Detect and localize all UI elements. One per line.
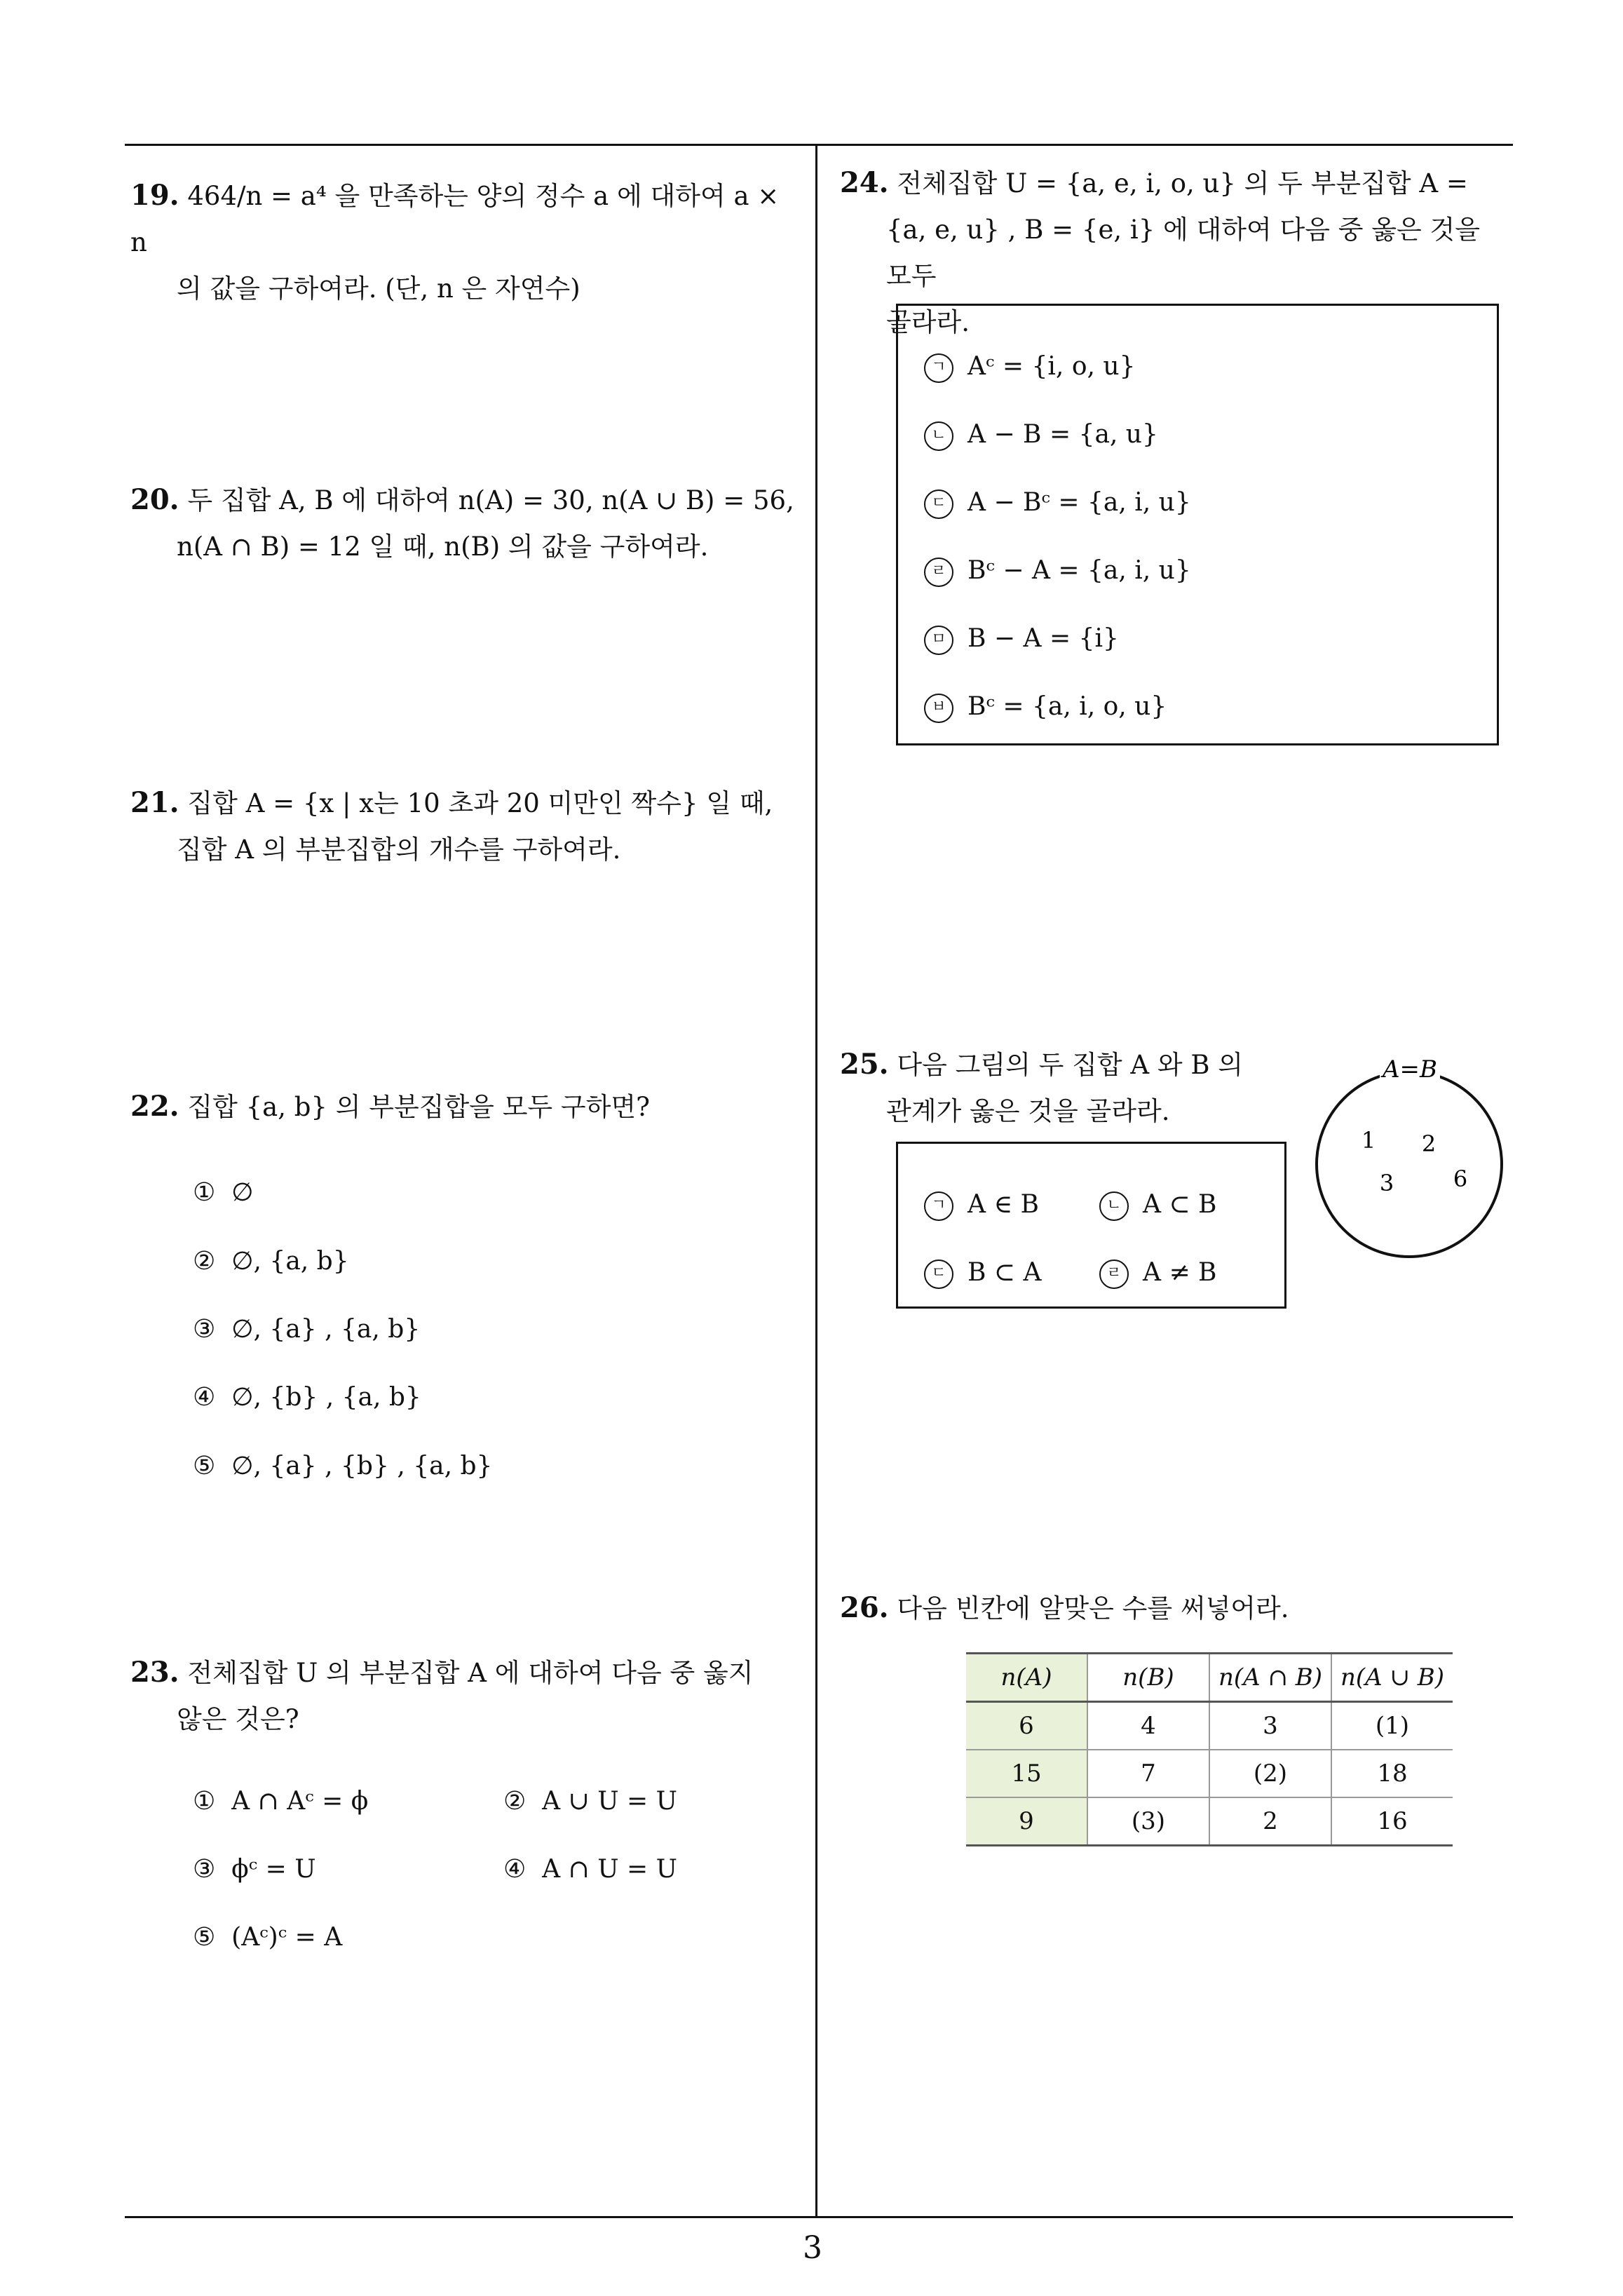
option-text: A − Bᶜ = {a, i, u} [967,488,1191,517]
option-mark: ② [193,1247,216,1276]
question-26 [840,1585,1513,1632]
question-text-line2: 관계가 옳은 것을 골라라. [886,1096,1170,1126]
option-mark: ③ [193,1855,216,1884]
question-text-line2: 않은 것은? [177,1704,299,1734]
option-text: A ⊂ B [1143,1190,1217,1219]
question-text-line3: 골라라. [886,307,970,337]
option-text: ϕᶜ = U [231,1855,316,1884]
table-row [966,1797,1453,1846]
option-giyeok[interactable] [924,1190,1039,1221]
option-text: ∅, {a} , {a, b} [231,1315,421,1344]
table-cell: 18 [1331,1750,1453,1797]
table-cell: 2 [1209,1797,1331,1846]
question-text-line2: 집합 A 의 부분집합의 개수를 구하여라. [177,835,621,865]
option-text: A ∩ Aᶜ = ϕ [231,1787,369,1816]
option-4[interactable] [193,1383,421,1412]
option-bieup[interactable] [924,692,1167,723]
option-digeut[interactable] [924,1258,1042,1289]
option-text: ∅, {b} , {a, b} [231,1383,421,1412]
element-1: 1 [1361,1127,1376,1154]
option-digeut[interactable] [924,488,1191,519]
question-number: 20. [130,483,179,516]
table-cell: 15 [966,1750,1087,1797]
option-mark: ⑤ [193,1452,216,1480]
option-text: B − A = {i} [967,624,1119,653]
question-text-line1: 다음 그림의 두 집합 A 와 B 의 [897,1050,1244,1080]
top-rule [125,144,1513,146]
table-cell: 4 [1087,1702,1209,1750]
option-text: (Aᶜ)ᶜ = A [231,1923,343,1952]
option-text: A − B = {a, u} [967,420,1158,449]
header-cell: n(B) [1087,1654,1209,1702]
table-cell: 7 [1087,1750,1209,1797]
header-cell: n(A ∩ B) [1209,1654,1331,1702]
venn-diagram [1304,1045,1514,1269]
column-divider [815,144,817,2216]
option-mark: ㄱ [924,1191,953,1221]
option-1[interactable] [193,1787,368,1816]
option-text: B ⊂ A [967,1258,1042,1287]
table-row [966,1702,1453,1750]
option-rieul[interactable] [924,556,1191,587]
table-cell: (1) [1331,1702,1453,1750]
question-text-line1: 전체집합 U 의 부분집합 A 에 대하여 다음 중 옳지 [187,1658,754,1688]
element-2: 2 [1421,1130,1437,1157]
question-25 [840,1041,1331,1135]
question-number: 22. [130,1090,179,1123]
table-cell: 6 [966,1702,1087,1750]
question-text-line1: 전체집합 U = {a, e, i, o, u} 의 두 부분집합 A = [897,168,1468,198]
option-rieul[interactable] [1099,1258,1217,1289]
set-label: A=B [1382,1055,1438,1083]
element-6: 6 [1453,1166,1468,1192]
table-row [966,1750,1453,1797]
question-text-line1: 두 집합 A, B 에 대하여 n(A) = 30, n(A ∪ B) = 56, [187,485,794,515]
question-number: 23. [130,1656,179,1689]
option-mark: ④ [193,1383,216,1412]
option-mark: ㅂ [924,694,953,723]
option-mark: ① [193,1178,216,1207]
set-circle [1317,1072,1502,1257]
option-text: Aᶜ = {i, o, u} [967,352,1136,381]
option-2[interactable] [193,1247,349,1276]
question-text-line1: 464/n = a⁴ 을 만족하는 양의 정수 a 에 대하여 a × n [130,181,780,257]
option-text: A ∩ U = U [542,1855,677,1884]
option-3[interactable] [193,1315,420,1344]
question-text-line1: 집합 {a, b} 의 부분집합을 모두 구하면? [187,1092,650,1122]
table-cell: (3) [1087,1797,1209,1846]
question-22 [130,1083,803,1130]
option-1[interactable] [193,1178,254,1207]
question-number: 26. [840,1591,889,1624]
table-cell: 16 [1331,1797,1453,1846]
table-cell: 9 [966,1797,1087,1846]
option-text: A ∈ B [967,1190,1039,1219]
option-mieum[interactable] [924,624,1119,655]
bottom-rule [125,2216,1513,2218]
option-mark: ㄱ [924,353,953,383]
option-mark: ㄴ [1099,1191,1129,1221]
question-text-line1: 집합 A = {x | x는 10 초과 20 미만인 짝수} 일 때, [187,788,773,818]
table-header-row [966,1654,1453,1702]
question-20 [130,477,803,570]
question-23 [130,1649,803,1743]
option-mark: ㄷ [924,489,953,519]
table-cell: 3 [1209,1702,1331,1750]
option-giyeok[interactable] [924,352,1135,383]
option-text: A ≠ B [1143,1258,1217,1287]
option-mark: ㅁ [924,626,953,655]
option-nieun[interactable] [1099,1190,1217,1221]
question-number: 19. [130,179,179,212]
option-text: Bᶜ − A = {a, i, u} [967,556,1191,585]
option-text: ∅, {a} , {b} , {a, b} [231,1452,493,1480]
question-text-line2: {a, e, u} , B = {e, i} 에 대하여 다음 중 옳은 것을 모두 [886,215,1480,291]
sets-table [966,1652,1453,1846]
option-mark: ① [193,1787,216,1816]
option-mark: ③ [193,1315,216,1344]
question-number: 24. [840,166,889,199]
question-text-line2: n(A ∩ B) = 12 일 때, n(B) 의 값을 구하여라. [177,532,709,562]
option-nieun[interactable] [924,420,1158,451]
option-text: ∅, {a, b} [231,1247,349,1276]
header-cell: n(A) [966,1654,1087,1702]
header-cell: n(A ∪ B) [1331,1654,1453,1702]
question-number: 25. [840,1048,889,1081]
option-mark: ㄷ [924,1260,953,1289]
question-19 [130,173,803,312]
option-mark: ㄹ [924,558,953,587]
option-text: Bᶜ = {a, i, o, u} [967,692,1167,721]
option-mark: ㄹ [1099,1260,1129,1289]
question-21 [130,780,803,873]
question-number: 21. [130,786,179,819]
table-cell: (2) [1209,1750,1331,1797]
question-text-line2: 의 값을 구하여라. (단, n 은 자연수) [177,274,580,304]
option-5[interactable] [193,1452,492,1480]
option-text: A ∪ U = U [542,1787,677,1816]
option-5[interactable] [193,1923,342,1952]
option-mark: ㄴ [924,421,953,451]
option-3[interactable] [193,1855,316,1884]
option-mark: ④ [503,1855,527,1884]
option-text: ∅ [231,1178,254,1207]
question-text-line1: 다음 빈칸에 알맞은 수를 써넣어라. [897,1593,1289,1623]
option-mark: ② [503,1787,527,1816]
option-4[interactable] [503,1855,677,1884]
page-number: 3 [803,2230,822,2266]
option-2[interactable] [503,1787,677,1816]
element-3: 3 [1379,1170,1394,1196]
option-mark: ⑤ [193,1923,216,1952]
